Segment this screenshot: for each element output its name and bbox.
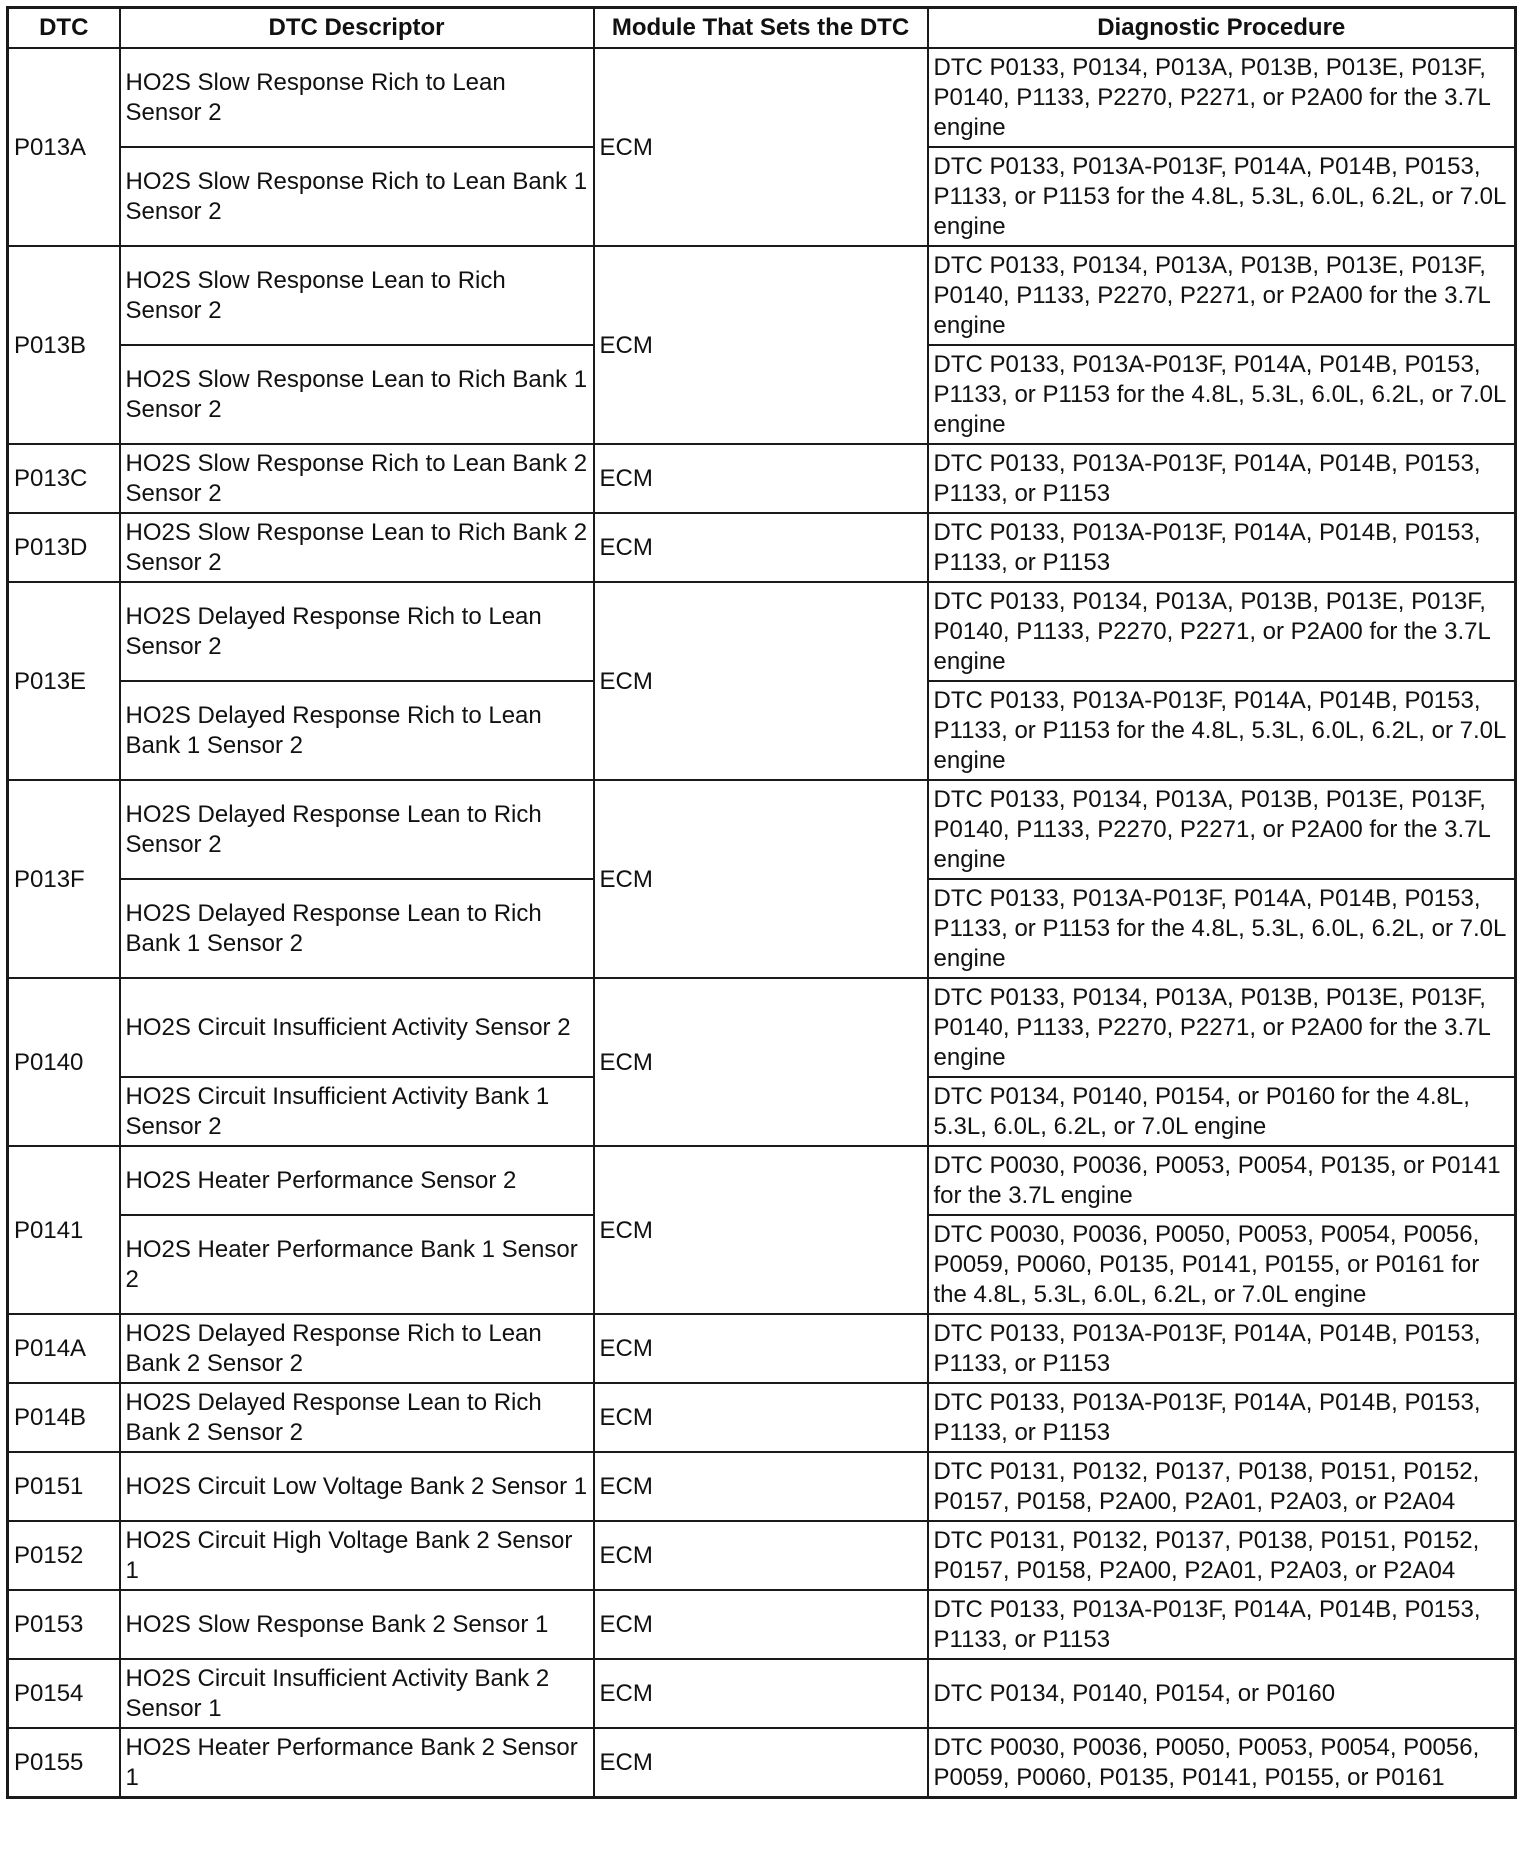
table-row bbox=[8, 246, 1516, 345]
table-row bbox=[8, 513, 1516, 582]
module-cell: ECM bbox=[594, 48, 928, 246]
diagnostic-procedure-cell: DTC P0133, P013A-P013F, P014A, P014B, P0153, P1133, or P1153 bbox=[928, 1383, 1516, 1452]
table-row bbox=[8, 582, 1516, 681]
diagnostic-procedure-cell: DTC P0133, P0134, P013A, P013B, P013E, P013F, P0140, P1133, P2270, P2271, or P2A00 for the 3.7L engine bbox=[928, 246, 1516, 345]
dtc-descriptor-cell: HO2S Delayed Response Rich to Lean Bank 1 Sensor 2 bbox=[120, 681, 594, 780]
module-cell: ECM bbox=[594, 513, 928, 582]
dtc-descriptor-cell: HO2S Slow Response Bank 2 Sensor 1 bbox=[120, 1590, 594, 1659]
table-row bbox=[8, 1383, 1516, 1452]
module-cell: ECM bbox=[594, 1146, 928, 1314]
table-row bbox=[8, 978, 1516, 1077]
dtc-code-cell: P013C bbox=[8, 444, 120, 513]
diagnostic-procedure-cell: DTC P0133, P013A-P013F, P014A, P014B, P0153, P1133, or P1153 bbox=[928, 513, 1516, 582]
dtc-descriptor-cell: HO2S Circuit Insufficient Activity Bank 2 Sensor 1 bbox=[120, 1659, 594, 1728]
dtc-descriptor-cell: HO2S Slow Response Lean to Rich Sensor 2 bbox=[120, 246, 594, 345]
header-descriptor: DTC Descriptor bbox=[120, 8, 594, 49]
dtc-descriptor-cell: HO2S Slow Response Rich to Lean Bank 2 Sensor 2 bbox=[120, 444, 594, 513]
module-cell: ECM bbox=[594, 1314, 928, 1383]
dtc-code-cell: P013D bbox=[8, 513, 120, 582]
dtc-descriptor-cell: HO2S Slow Response Rich to Lean Bank 1 Sensor 2 bbox=[120, 147, 594, 246]
dtc-code-cell: P0152 bbox=[8, 1521, 120, 1590]
dtc-code-cell: P013F bbox=[8, 780, 120, 978]
module-cell: ECM bbox=[594, 1728, 928, 1798]
dtc-descriptor-cell: HO2S Circuit Low Voltage Bank 2 Sensor 1 bbox=[120, 1452, 594, 1521]
table-row bbox=[8, 1659, 1516, 1728]
module-cell: ECM bbox=[594, 1521, 928, 1590]
dtc-code-cell: P013E bbox=[8, 582, 120, 780]
module-cell: ECM bbox=[594, 246, 928, 444]
table-row bbox=[8, 1590, 1516, 1659]
diagnostic-procedure-cell: DTC P0133, P0134, P013A, P013B, P013E, P013F, P0140, P1133, P2270, P2271, or P2A00 for the 3.7L engine bbox=[928, 582, 1516, 681]
table-row bbox=[8, 1728, 1516, 1798]
module-cell: ECM bbox=[594, 444, 928, 513]
dtc-code-cell: P0154 bbox=[8, 1659, 120, 1728]
module-cell: ECM bbox=[594, 780, 928, 978]
dtc-sheet bbox=[6, 6, 1517, 1799]
diagnostic-procedure-cell: DTC P0133, P0134, P013A, P013B, P013E, P013F, P0140, P1133, P2270, P2271, or P2A00 for the 3.7L engine bbox=[928, 780, 1516, 879]
diagnostic-procedure-cell: DTC P0133, P013A-P013F, P014A, P014B, P0153, P1133, or P1153 for the 4.8L, 5.3L, 6.0L, 6.2L, or 7.0L engine bbox=[928, 345, 1516, 444]
table-row bbox=[8, 780, 1516, 879]
diagnostic-procedure-cell: DTC P0133, P013A-P013F, P014A, P014B, P0153, P1133, or P1153 for the 4.8L, 5.3L, 6.0L, 6.2L, or 7.0L engine bbox=[928, 147, 1516, 246]
diagnostic-procedure-cell: DTC P0133, P0134, P013A, P013B, P013E, P013F, P0140, P1133, P2270, P2271, or P2A00 for the 3.7L engine bbox=[928, 48, 1516, 147]
header-dtc: DTC bbox=[8, 8, 120, 49]
module-cell: ECM bbox=[594, 978, 928, 1146]
dtc-descriptor-cell: HO2S Heater Performance Bank 2 Sensor 1 bbox=[120, 1728, 594, 1798]
diagnostic-procedure-cell: DTC P0030, P0036, P0053, P0054, P0135, or P0141 for the 3.7L engine bbox=[928, 1146, 1516, 1215]
dtc-code-cell: P0141 bbox=[8, 1146, 120, 1314]
diagnostic-procedure-cell: DTC P0133, P013A-P013F, P014A, P014B, P0153, P1133, or P1153 bbox=[928, 1590, 1516, 1659]
diagnostic-procedure-cell: DTC P0131, P0132, P0137, P0138, P0151, P0152, P0157, P0158, P2A00, P2A01, P2A03, or P2A04 bbox=[928, 1521, 1516, 1590]
diagnostic-procedure-cell: DTC P0133, P013A-P013F, P014A, P014B, P0153, P1133, or P1153 for the 4.8L, 5.3L, 6.0L, 6.2L, or 7.0L engine bbox=[928, 681, 1516, 780]
header-module: Module That Sets the DTC bbox=[594, 8, 928, 49]
module-cell: ECM bbox=[594, 1452, 928, 1521]
diagnostic-procedure-cell: DTC P0133, P013A-P013F, P014A, P014B, P0153, P1133, or P1153 for the 4.8L, 5.3L, 6.0L, 6.2L, or 7.0L engine bbox=[928, 879, 1516, 978]
table-row bbox=[8, 1314, 1516, 1383]
dtc-code-cell: P013B bbox=[8, 246, 120, 444]
diagnostic-procedure-cell: DTC P0030, P0036, P0050, P0053, P0054, P0056, P0059, P0060, P0135, P0141, P0155, or P0161 bbox=[928, 1728, 1516, 1798]
dtc-code-cell: P014A bbox=[8, 1314, 120, 1383]
diagnostic-procedure-cell: DTC P0134, P0140, P0154, or P0160 bbox=[928, 1659, 1516, 1728]
dtc-descriptor-cell: HO2S Circuit Insufficient Activity Sensor 2 bbox=[120, 978, 594, 1077]
dtc-descriptor-cell: HO2S Circuit Insufficient Activity Bank 1 Sensor 2 bbox=[120, 1077, 594, 1146]
module-cell: ECM bbox=[594, 1590, 928, 1659]
diagnostic-procedure-cell: DTC P0133, P013A-P013F, P014A, P014B, P0153, P1133, or P1153 bbox=[928, 1314, 1516, 1383]
dtc-descriptor-cell: HO2S Slow Response Rich to Lean Sensor 2 bbox=[120, 48, 594, 147]
dtc-code-cell: P0153 bbox=[8, 1590, 120, 1659]
module-cell: ECM bbox=[594, 1383, 928, 1452]
dtc-descriptor-cell: HO2S Delayed Response Lean to Rich Bank 1 Sensor 2 bbox=[120, 879, 594, 978]
dtc-code-cell: P014B bbox=[8, 1383, 120, 1452]
dtc-descriptor-cell: HO2S Delayed Response Rich to Lean Sensor 2 bbox=[120, 582, 594, 681]
diagnostic-procedure-cell: DTC P0030, P0036, P0050, P0053, P0054, P0056, P0059, P0060, P0135, P0141, P0155, or P0161 for the 4.8L, 5.3L, 6.0L, 6.2L, or 7.0L engine bbox=[928, 1215, 1516, 1314]
diagnostic-procedure-cell: DTC P0133, P013A-P013F, P014A, P014B, P0153, P1133, or P1153 bbox=[928, 444, 1516, 513]
table-row bbox=[8, 1521, 1516, 1590]
dtc-code-cell: P0155 bbox=[8, 1728, 120, 1798]
dtc-descriptor-cell: HO2S Slow Response Lean to Rich Bank 1 Sensor 2 bbox=[120, 345, 594, 444]
dtc-descriptor-cell: HO2S Circuit High Voltage Bank 2 Sensor 1 bbox=[120, 1521, 594, 1590]
dtc-descriptor-cell: HO2S Slow Response Lean to Rich Bank 2 Sensor 2 bbox=[120, 513, 594, 582]
diagnostic-procedure-cell: DTC P0134, P0140, P0154, or P0160 for the 4.8L, 5.3L, 6.0L, 6.2L, or 7.0L engine bbox=[928, 1077, 1516, 1146]
dtc-descriptor-cell: HO2S Heater Performance Bank 1 Sensor 2 bbox=[120, 1215, 594, 1314]
dtc-code-cell: P013A bbox=[8, 48, 120, 246]
dtc-descriptor-cell: HO2S Heater Performance Sensor 2 bbox=[120, 1146, 594, 1215]
diagnostic-procedure-cell: DTC P0133, P0134, P013A, P013B, P013E, P013F, P0140, P1133, P2270, P2271, or P2A00 for the 3.7L engine bbox=[928, 978, 1516, 1077]
table-row bbox=[8, 48, 1516, 147]
dtc-descriptor-cell: HO2S Delayed Response Lean to Rich Bank 2 Sensor 2 bbox=[120, 1383, 594, 1452]
table-body bbox=[8, 48, 1516, 1798]
header-procedure: Diagnostic Procedure bbox=[928, 8, 1516, 49]
dtc-descriptor-cell: HO2S Delayed Response Lean to Rich Sensor 2 bbox=[120, 780, 594, 879]
dtc-code-cell: P0140 bbox=[8, 978, 120, 1146]
dtc-code-cell: P0151 bbox=[8, 1452, 120, 1521]
dtc-descriptor-cell: HO2S Delayed Response Rich to Lean Bank 2 Sensor 2 bbox=[120, 1314, 594, 1383]
table-row bbox=[8, 1452, 1516, 1521]
dtc-table bbox=[6, 6, 1517, 1799]
table-row bbox=[8, 1146, 1516, 1215]
module-cell: ECM bbox=[594, 582, 928, 780]
diagnostic-procedure-cell: DTC P0131, P0132, P0137, P0138, P0151, P0152, P0157, P0158, P2A00, P2A01, P2A03, or P2A04 bbox=[928, 1452, 1516, 1521]
module-cell: ECM bbox=[594, 1659, 928, 1728]
header-row bbox=[8, 8, 1516, 49]
table-row bbox=[8, 444, 1516, 513]
